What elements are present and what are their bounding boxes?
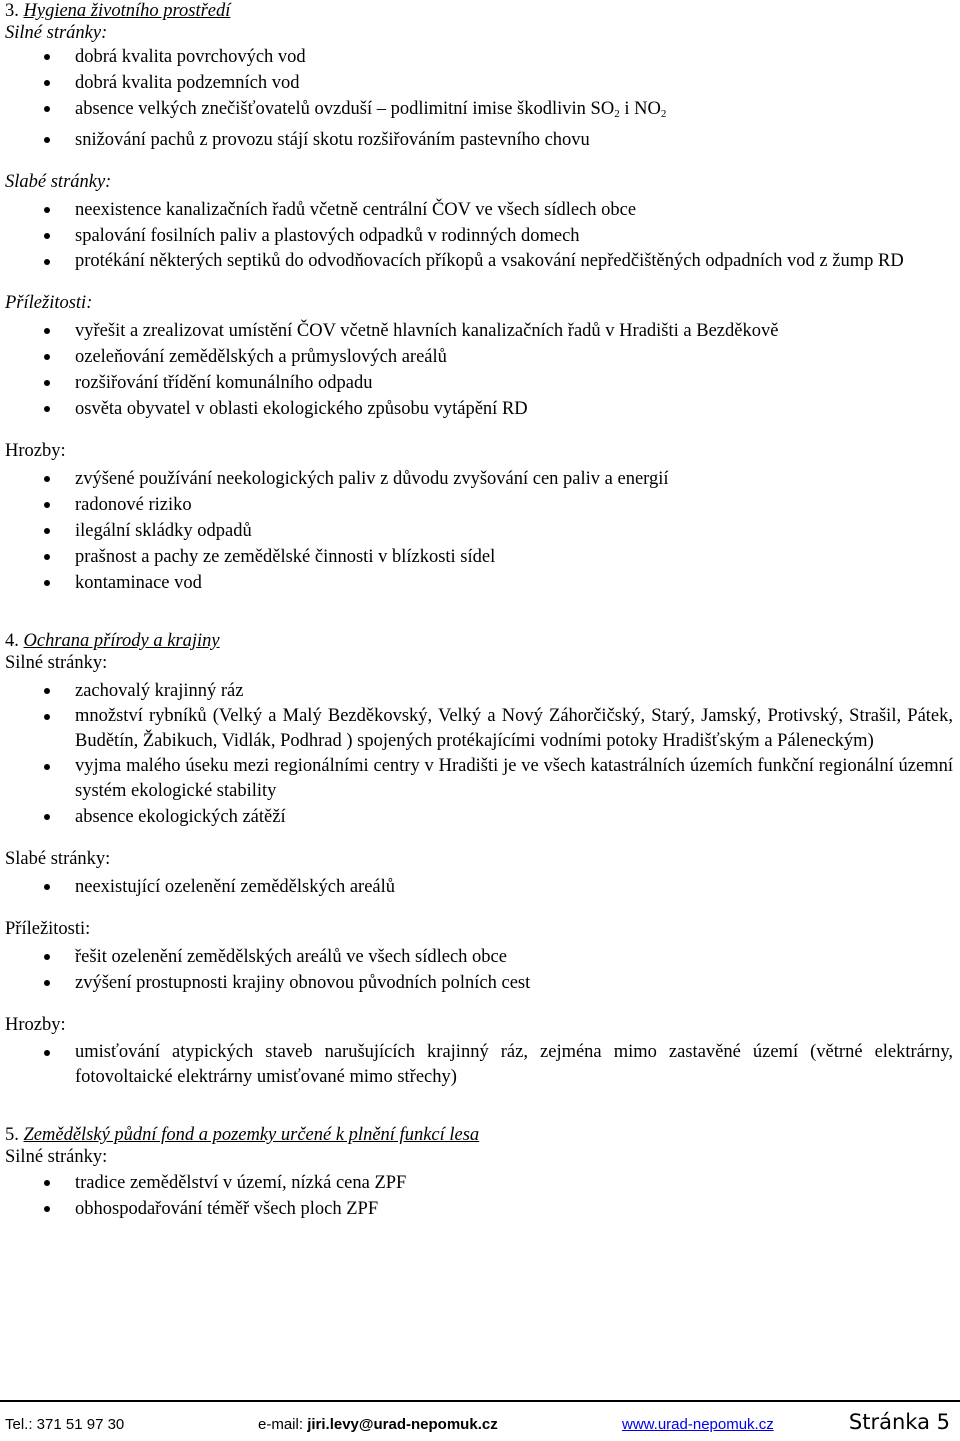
opportunities-list <box>5 318 953 422</box>
threats-list <box>5 1040 953 1090</box>
list-item: neexistence kanalizačních řadů včetně centrální ČOV ve všech sídlech obce <box>5 197 953 223</box>
list-item <box>5 96 953 127</box>
list-item: zvýšení prostupnosti krajiny obnovou původních polních cest <box>5 970 953 996</box>
section-name: Hygiena životního prostředí <box>23 1 231 21</box>
section-number: 5. <box>5 1125 19 1145</box>
page-number: Stránka 5 <box>848 1410 950 1434</box>
section-name: Ochrana přírody a krajiny <box>23 631 220 651</box>
list-item: prašnost a pachy ze zemědělské činnosti v blízkosti sídel <box>5 544 953 570</box>
weaknesses-heading: Slabé stránky: <box>5 172 112 192</box>
document-page <box>5 0 953 1222</box>
section-3-title <box>5 0 953 22</box>
footer-email <box>258 1416 498 1433</box>
subscript: 2 <box>614 108 620 120</box>
list-item: obhospodařování téměř všech ploch ZPF <box>5 1196 953 1222</box>
list-item: protékání některých septiků do odvodňovacích příkopů a vsakování nepředčištěných odpadních vod z žump RD <box>5 249 953 274</box>
list-item: zvýšené používání neekologických paliv z důvodu zvyšování cen paliv a energií <box>5 466 953 492</box>
list-item: osvěta obyvatel v oblasti ekologického způsobu vytápění RD <box>5 396 953 422</box>
subscript: 2 <box>660 108 667 120</box>
list-item: kontaminace vod <box>5 570 953 596</box>
list-item: dobrá kvalita podzemních vod <box>5 70 953 96</box>
footer-phone: Tel.: 371 51 97 30 <box>5 1416 125 1433</box>
list-item: tradice zemědělství v území, nízká cena ZPF <box>5 1170 953 1196</box>
strengths-list <box>5 1170 953 1222</box>
strengths-heading: Silné stránky: <box>5 23 108 43</box>
threats-list <box>5 466 953 596</box>
list-item: neexistující ozelenění zemědělských areálů <box>5 874 953 900</box>
section-number: 4. <box>5 631 19 651</box>
strengths-heading: Silné stránky: <box>5 653 108 673</box>
list-item: ozeleňování zemědělských a průmyslových areálů <box>5 344 953 370</box>
list-item: snižování pachů z provozu stájí skotu rozšiřováním pastevního chovu <box>5 127 953 153</box>
weaknesses-list <box>5 874 953 900</box>
email-address[interactable]: jiri.levy@urad-nepomuk.cz <box>307 1416 498 1433</box>
opportunities-list <box>5 944 953 996</box>
page-footer <box>0 1400 960 1441</box>
list-item: rozšiřování třídění komunálního odpadu <box>5 370 953 396</box>
list-item-text: i NO <box>619 99 661 119</box>
list-item: vyřešit a zrealizovat umístění ČOV včetně hlavních kanalizačních řadů v Hradišti a Bezděkově <box>5 318 953 344</box>
opportunities-heading: Příležitosti: <box>5 919 91 939</box>
strengths-heading: Silné stránky: <box>5 1147 108 1167</box>
list-item: ilegální skládky odpadů <box>5 518 953 544</box>
section-name: Zemědělský půdní fond a pozemky určené k plnění funkcí lesa <box>23 1125 480 1145</box>
email-label: e-mail: <box>258 1416 308 1433</box>
threats-heading: Hrozby: <box>5 441 66 461</box>
footer-website-link[interactable]: www.urad-nepomuk.cz <box>622 1416 774 1433</box>
list-item: radonové riziko <box>5 492 953 518</box>
strengths-list <box>5 44 953 153</box>
list-item: umisťování atypických staveb narušujících krajinný ráz, zejména mimo zastavěné území (větrné elektrárny, fotovoltaické elektrárny umisťované mimo střechy) <box>5 1040 953 1090</box>
strengths-list <box>5 678 953 830</box>
list-item: dobrá kvalita povrchových vod <box>5 44 953 70</box>
list-item: množství rybníků (Velký a Malý Bezděkovský, Velký a Nový Záhorčičský, Starý, Jamský, Protivský, Strašil, Pátek, Budětín, Žabikuch, Vidlák, Podhrad ) spojených protékajícími vodními potoky Hradišťským a Páleneckým) <box>5 704 953 754</box>
section-5-title <box>5 1124 953 1146</box>
opportunities-heading: Příležitosti: <box>5 293 93 313</box>
weaknesses-list <box>5 197 953 274</box>
list-item: řešit ozelenění zemědělských areálů ve všech sídlech obce <box>5 944 953 970</box>
weaknesses-heading: Slabé stránky: <box>5 849 111 869</box>
list-item-text: absence velkých znečišťovatelů ovzduší – podlimitní imise škodlivin SO <box>75 99 615 119</box>
list-item: spalování fosilních paliv a plastových odpadků v rodinných domech <box>5 223 953 249</box>
list-item: vyjma malého úseku mezi regionálními centry v Hradišti je ve všech katastrálních územích funkční regionální územní systém ekologické stability <box>5 754 953 804</box>
list-item: zachovalý krajinný ráz <box>5 678 953 704</box>
section-number: 3. <box>5 1 19 21</box>
section-4-title <box>5 630 953 652</box>
list-item: absence ekologických zátěží <box>5 804 953 830</box>
threats-heading: Hrozby: <box>5 1015 66 1035</box>
